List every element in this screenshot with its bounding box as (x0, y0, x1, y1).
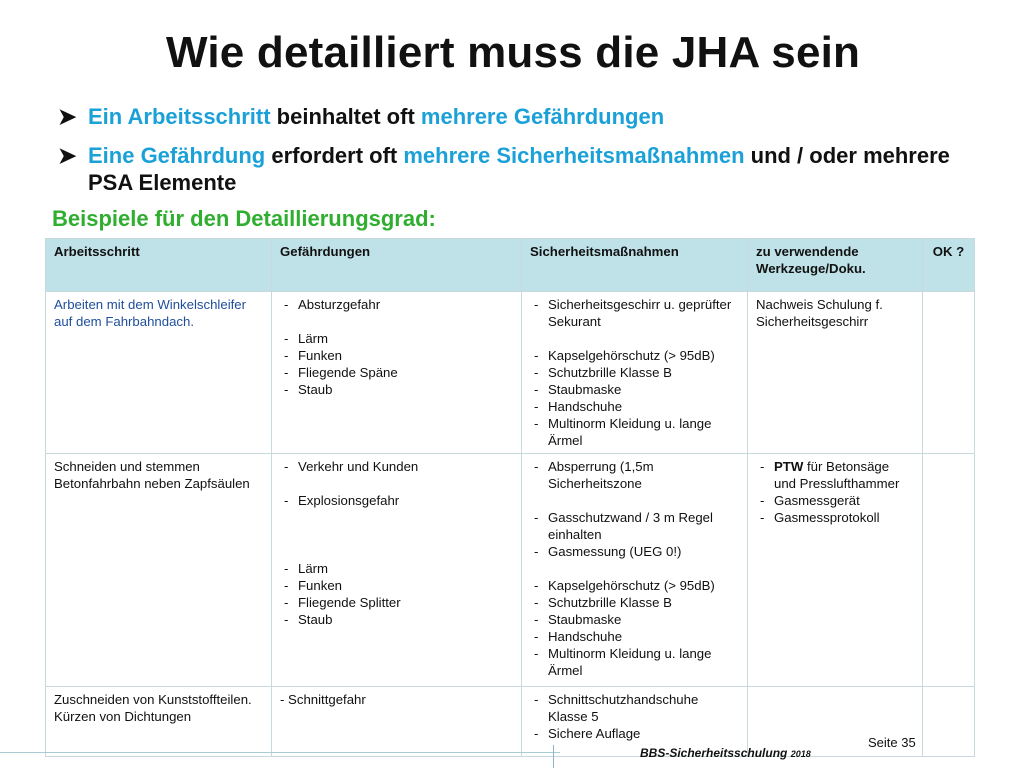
measure-item: - Schutzbrille Klasse B (530, 594, 739, 611)
hazard-item: - Verkehr und Kunden (280, 458, 513, 475)
hazard-item: - Lärm (280, 330, 513, 347)
column-header: zu verwendende Werkzeuge/Doku. (748, 239, 923, 292)
tools-cell: Nachweis Schulung f. Sicherheitsgeschirr (748, 292, 923, 454)
bullet-text-part: Ein Arbeitsschritt (88, 104, 271, 129)
bullet-1-text (88, 103, 998, 130)
bullet-text-part: beinhaltet oft (270, 104, 421, 129)
hazard-item: - Funken (280, 577, 513, 594)
measure-item: - Gasmessung (UEG 0!) (530, 543, 739, 560)
footer-brand (640, 746, 811, 760)
slide-title: Wie detailliert muss die JHA sein (166, 28, 861, 77)
measure-item: - Sichere Auflage (530, 725, 739, 742)
tool-item: - Gasmessprotokoll (756, 509, 914, 526)
footer-brand-name: BBS-Sicherheitsschulung (640, 746, 788, 760)
tool-item-text: für Betonsäge und Presslufthammer (774, 459, 900, 491)
hazard-item: - Staub (280, 381, 513, 398)
bullet-text-part: Eine Gefährdung (88, 143, 266, 168)
tool-item: - Gasmessgerät (756, 492, 914, 509)
measure-item: - Kapselgehörschutz (> 95dB) (530, 347, 739, 364)
table-row (46, 292, 975, 454)
bullet-text-part: mehrere Gefährdungen (420, 104, 665, 129)
bullet-text-part: und / oder mehrere PSA Elemente (88, 143, 950, 195)
measure-item: - Multinorm Kleidung u. lange Ärmel (530, 415, 739, 449)
bullet-1 (58, 103, 998, 130)
measure-item: - Staubmaske (530, 381, 739, 398)
tool-item (756, 458, 914, 492)
measure-item: - Handschuhe (530, 398, 739, 415)
column-header: Gefährdungen (272, 239, 522, 292)
measure-item: - Staubmaske (530, 611, 739, 628)
measure-item: - Handschuhe (530, 628, 739, 645)
ok-cell (923, 292, 975, 454)
work-step-cell: Schneiden und stemmen Betonfahrbahn neben Zapfsäulen (46, 454, 272, 687)
hazard-item: - Lärm (280, 560, 513, 577)
hazards-cell (272, 454, 522, 687)
ok-cell (923, 454, 975, 687)
arrow-bullet-icon: ➤ (58, 104, 77, 129)
tools-cell (748, 454, 923, 687)
hazard-item: - Funken (280, 347, 513, 364)
ok-cell (923, 687, 975, 757)
measures-cell (522, 454, 748, 687)
bullet-2-text (88, 142, 998, 196)
footer-divider-vertical (553, 745, 554, 768)
work-step-cell: Zuschneiden von Kunststoffteilen. Kürzen von Dichtungen (46, 687, 272, 757)
table-header-row (46, 239, 975, 292)
measure-item: - Schnittschutzhandschuhe Klasse 5 (530, 691, 739, 725)
work-step-cell: Arbeiten mit dem Winkelschleifer auf dem Fahrbahndach. (46, 292, 272, 454)
hazards-cell (272, 292, 522, 454)
hazard-item: - Explosionsgefahr (280, 492, 513, 509)
hazard-item: - Fliegende Späne (280, 364, 513, 381)
footer-divider (0, 752, 560, 753)
ptw-label: PTW (774, 459, 804, 474)
arrow-bullet-icon: ➤ (58, 143, 77, 168)
page-number: Seite 35 (868, 735, 916, 750)
table-row (46, 687, 975, 757)
measure-item: - Gasschutzwand / 3 m Regel einhalten (530, 509, 739, 543)
hazard-item: - Staub (280, 611, 513, 628)
bullet-2 (58, 142, 998, 196)
hazards-cell: - Schnittgefahr (272, 687, 522, 757)
measure-item: - Sicherheitsgeschirr u. geprüfter Sekurant (530, 296, 739, 330)
column-header: OK ? (923, 239, 975, 292)
measures-cell (522, 292, 748, 454)
measure-item: - Multinorm Kleidung u. lange Ärmel (530, 645, 739, 679)
footer-year: 2018 (790, 749, 811, 759)
hazard-item: - Absturzgefahr (280, 296, 513, 313)
column-header: Arbeitsschritt (46, 239, 272, 292)
jha-table (45, 238, 975, 757)
measure-item: - Absperrung (1,5m Sicherheitszone (530, 458, 739, 492)
measure-item: - Schutzbrille Klasse B (530, 364, 739, 381)
bullet-text-part: mehrere Sicherheitsmaßnahmen (403, 143, 745, 168)
hazard-item: - Fliegende Splitter (280, 594, 513, 611)
measure-item: - Kapselgehörschutz (> 95dB) (530, 577, 739, 594)
table-row (46, 454, 975, 687)
bullet-text-part: erfordert oft (265, 143, 404, 168)
column-header: Sicherheitsmaßnahmen (522, 239, 748, 292)
examples-heading: Beispiele für den Detaillierungsgrad: (52, 206, 436, 231)
